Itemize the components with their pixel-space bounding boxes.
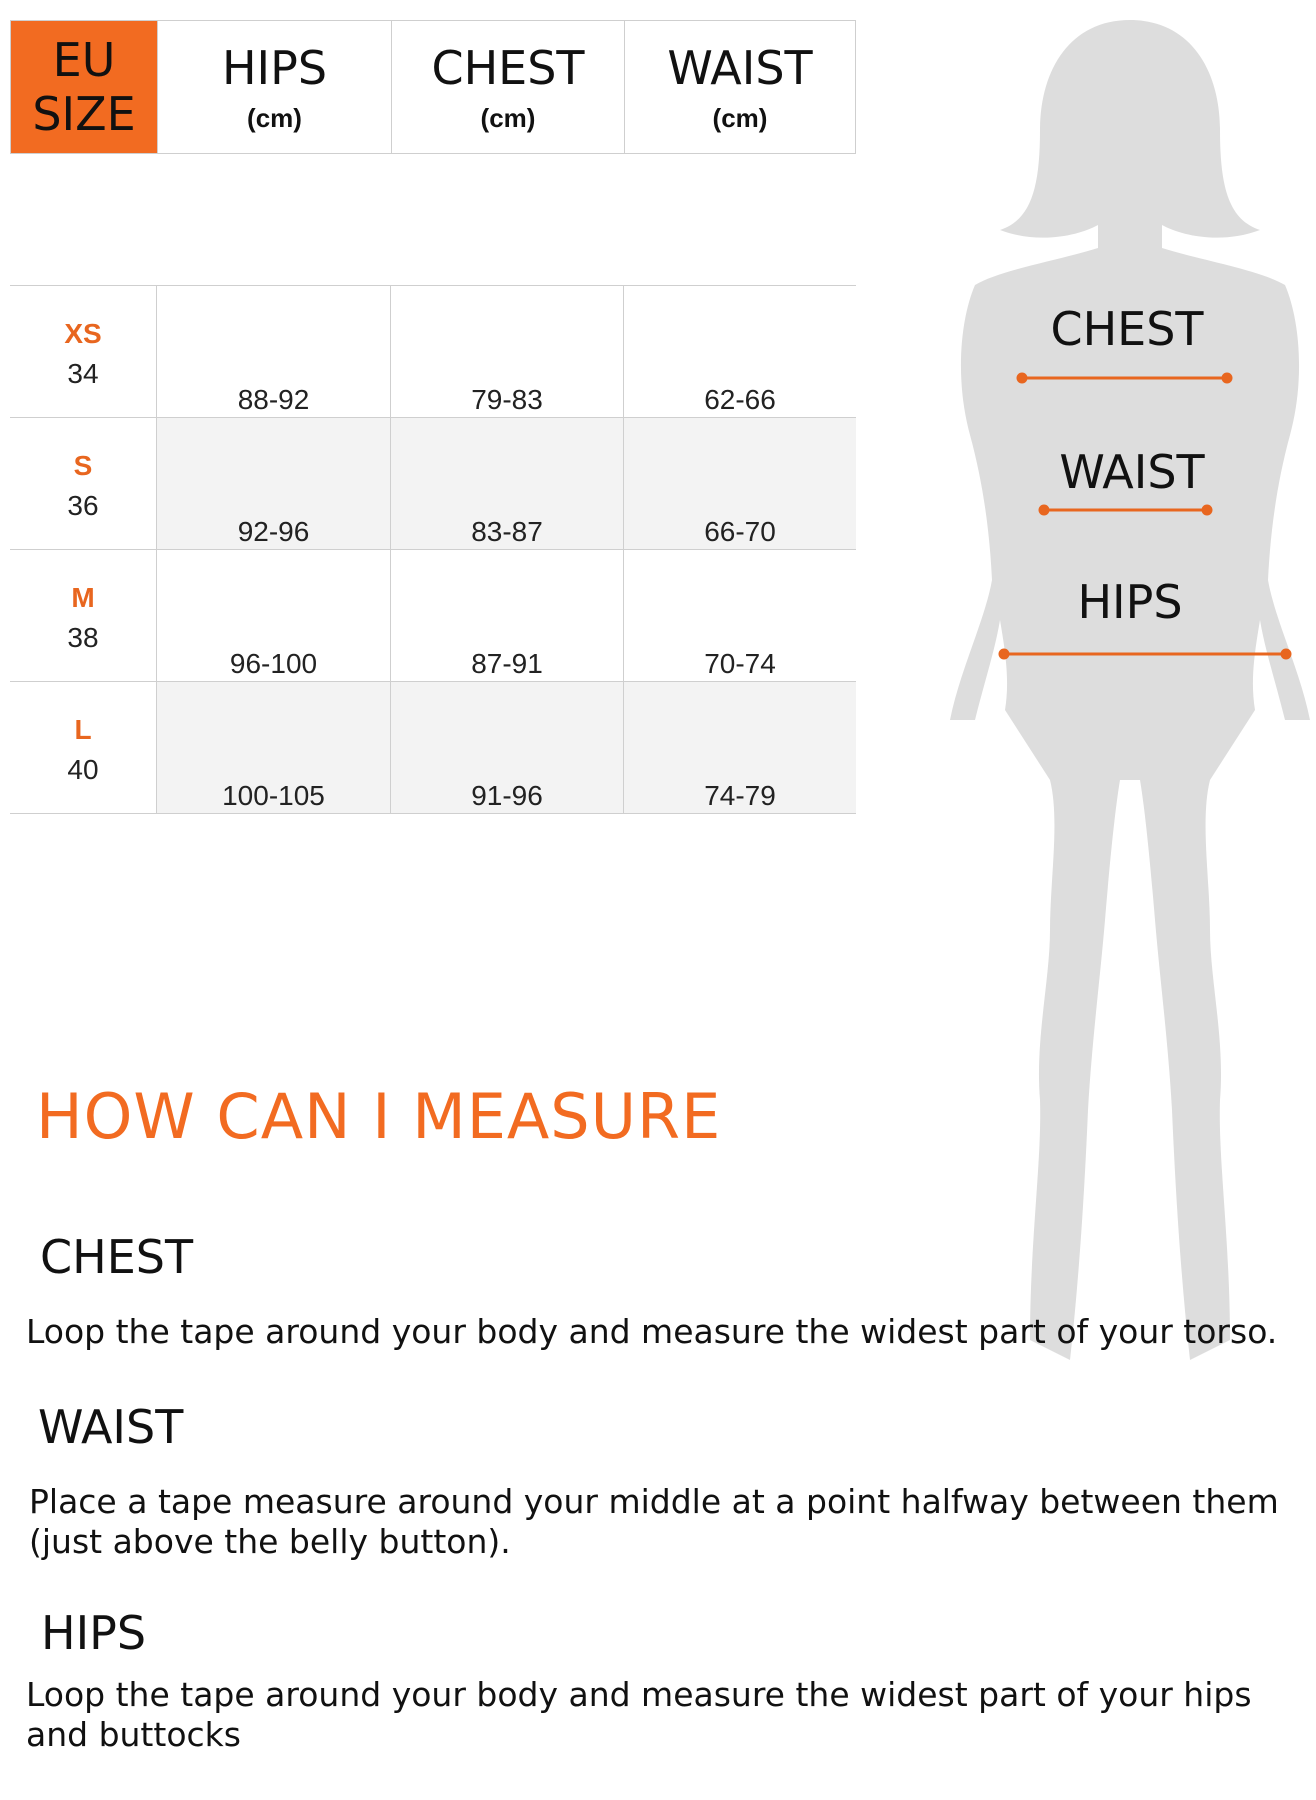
body-silhouette xyxy=(930,20,1316,1380)
hips-value: 92-96 xyxy=(237,516,310,547)
hips-value: 88-92 xyxy=(237,384,310,415)
chest-cell xyxy=(390,682,623,813)
hips-value: 96-100 xyxy=(229,648,318,679)
table-row xyxy=(10,682,856,814)
waist-section-text: Place a tape measure around your middle at a point halfway between them (just above the belly button). xyxy=(29,1482,1279,1561)
size-cell xyxy=(10,682,156,813)
table-row xyxy=(10,550,856,682)
chest-value: 91-96 xyxy=(471,780,543,811)
eu-header-line2: SIZE xyxy=(32,87,136,141)
size-cell xyxy=(10,418,156,549)
size-eu-number: 40 xyxy=(67,754,99,785)
how-to-measure-title: HOW CAN I MEASURE xyxy=(36,1080,722,1153)
waist-value: 66-70 xyxy=(704,516,776,547)
eu-header-line1: EU xyxy=(52,33,116,87)
hips-value: 100-105 xyxy=(222,780,325,811)
table-row xyxy=(10,286,856,418)
chest-header-label: CHEST xyxy=(431,40,585,95)
waist-cell xyxy=(623,418,856,549)
waist-section-title: WAIST xyxy=(38,1400,184,1454)
waist-header xyxy=(624,21,855,153)
chest-value: 83-87 xyxy=(471,516,543,547)
size-letter: L xyxy=(74,714,92,745)
hips-section-title: HIPS xyxy=(41,1606,147,1660)
waist-cell xyxy=(623,286,856,417)
eu-size-header xyxy=(11,21,157,153)
table-row xyxy=(10,418,856,550)
size-letter: XS xyxy=(64,318,102,349)
chest-cell xyxy=(390,550,623,681)
size-cell xyxy=(10,550,156,681)
chest-section-title: CHEST xyxy=(40,1230,194,1284)
hips-cell xyxy=(156,550,390,681)
hips-cell xyxy=(156,682,390,813)
waist-value: 62-66 xyxy=(704,384,776,415)
waist-value: 70-74 xyxy=(704,648,776,679)
size-chart-header xyxy=(10,20,856,154)
size-letter: S xyxy=(73,450,93,481)
chest-cell xyxy=(390,418,623,549)
hips-header-label: HIPS xyxy=(221,40,328,95)
waist-cell xyxy=(623,682,856,813)
figure-hips-label: HIPS xyxy=(1077,575,1183,629)
chest-value: 87-91 xyxy=(471,648,543,679)
size-eu-number: 38 xyxy=(67,622,99,653)
chest-value: 79-83 xyxy=(471,384,543,415)
size-cell xyxy=(10,286,156,417)
hips-cell xyxy=(156,418,390,549)
chest-cell xyxy=(390,286,623,417)
hips-header-unit: (cm) xyxy=(247,102,302,133)
chest-header xyxy=(391,21,624,153)
chest-section-text: Loop the tape around your body and measure the widest part of your torso. xyxy=(26,1312,1278,1351)
waist-cell xyxy=(623,550,856,681)
size-eu-number: 34 xyxy=(67,358,99,389)
hips-section-text: Loop the tape around your body and measure the widest part of your hips and buttocks xyxy=(26,1675,1252,1754)
figure-waist-label: WAIST xyxy=(1059,445,1205,499)
size-eu-number: 36 xyxy=(67,490,99,521)
waist-header-label: WAIST xyxy=(667,40,813,95)
waist-header-unit: (cm) xyxy=(712,102,768,133)
figure-chest-label: CHEST xyxy=(1050,302,1204,356)
hips-cell xyxy=(156,286,390,417)
size-chart-table xyxy=(10,285,856,814)
chest-header-unit: (cm) xyxy=(480,102,536,133)
waist-value: 74-79 xyxy=(704,780,776,811)
hips-header xyxy=(157,21,391,153)
size-letter: M xyxy=(71,582,95,613)
